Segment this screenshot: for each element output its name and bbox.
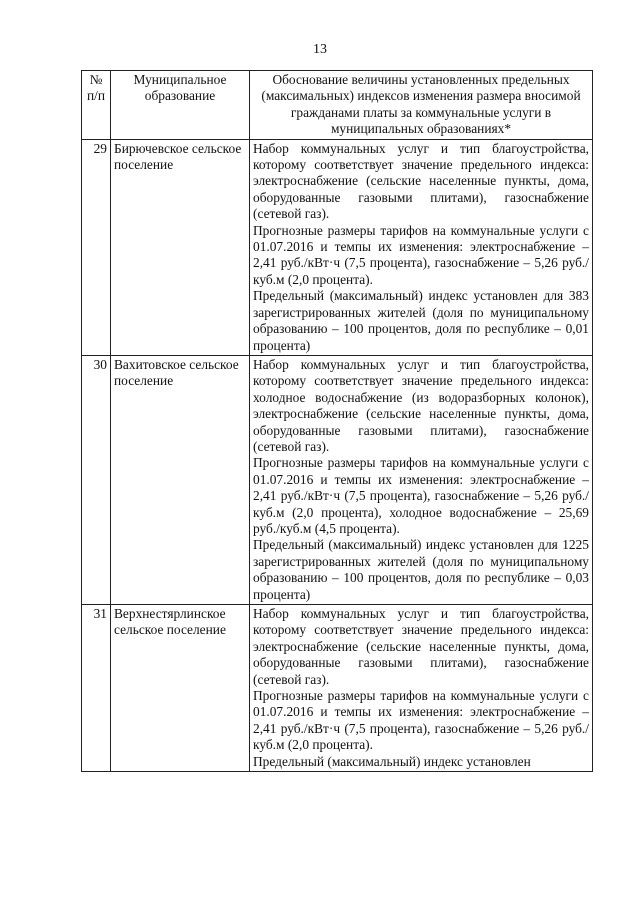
page-number: 13 <box>313 42 327 57</box>
justification-cell <box>250 139 593 355</box>
municipality-name: Верхнестярлинское сельское поселение <box>111 605 250 772</box>
row-number: 29 <box>82 139 111 355</box>
header-municipality: Муниципальное образование <box>111 71 250 140</box>
index-coverage-paragraph: Предельный (максимальный) индекс установлен для 383 зарегистрированных жителей (доля по муниципальному образованию – 100 процентов, доля по республике – 0,01 процента) <box>253 288 589 353</box>
table-header-row <box>82 71 593 140</box>
row-number: 31 <box>82 605 111 772</box>
service-set-paragraph: Набор коммунальных услуг и тип благоустройства, которому соответствует значение предельного индекса: электроснабжение (сельские населенные пункты, дома, оборудованные газовыми плитами), газоснабжение (сетевой газ). <box>253 140 589 222</box>
table-row <box>82 355 593 604</box>
municipality-name: Вахитовское сельское поселение <box>111 355 250 604</box>
tariff-index-table <box>81 70 593 772</box>
service-set-paragraph: Набор коммунальных услуг и тип благоустройства, которому соответствует значение предельного индекса: электроснабжение (сельские населенные пункты, дома, оборудованные газовыми плитами), газоснабжение (сетевой газ). <box>253 606 589 687</box>
tariff-forecast-paragraph: Прогнозные размеры тарифов на коммунальные услуги с 01.07.2016 и темпы их изменения: электроснабжение – 2,41 руб./кВт·ч (7,5 процента), газоснабжение – 5,26 руб./куб.м (2,0 процента). <box>253 688 589 753</box>
header-number: № п/п <box>82 71 111 140</box>
municipality-name: Бирючевское сельское поселение <box>111 139 250 355</box>
index-coverage-paragraph: Предельный (максимальный) индекс установлен <box>253 753 531 769</box>
justification-cell <box>250 605 593 772</box>
tariff-forecast-paragraph: Прогнозные размеры тарифов на коммунальные услуги с 01.07.2016 и темпы их изменения: электроснабжение – 2,41 руб./кВт·ч (7,5 процента), газоснабжение – 5,26 руб./куб.м (2,0 процента), холодное водоснабжение – 25,69 руб./куб.м (4,5 процента). <box>253 455 589 536</box>
index-coverage-paragraph: Предельный (максимальный) индекс установлен для 1225 зарегистрированных жителей (доля по муниципальному образованию – 100 процентов, доля по республике – 0,03 процента) <box>253 537 589 602</box>
tariff-forecast-paragraph: Прогнозные размеры тарифов на коммунальные услуги с 01.07.2016 и темпы их изменения: электроснабжение – 2,41 руб./кВт·ч (7,5 процента), газоснабжение – 5,26 руб./куб.м (2,0 процента). <box>253 222 589 287</box>
row-number: 30 <box>82 355 111 604</box>
justification-cell <box>250 355 593 604</box>
table-row <box>82 605 593 772</box>
service-set-paragraph: Набор коммунальных услуг и тип благоустройства, которому соответствует значение предельного индекса: холодное водоснабжение (из водоразборных колонок), электроснабжение (сельские населенные пункты, дома, оборудованные газовыми плитами), газоснабжение (сетевой газ). <box>253 356 589 454</box>
header-justification: Обоснование величины установленных предельных (максимальных) индексов изменения размера вносимой гражданами платы за коммунальные услуги в муниципальных образованиях* <box>250 71 593 140</box>
table-row <box>82 139 593 355</box>
